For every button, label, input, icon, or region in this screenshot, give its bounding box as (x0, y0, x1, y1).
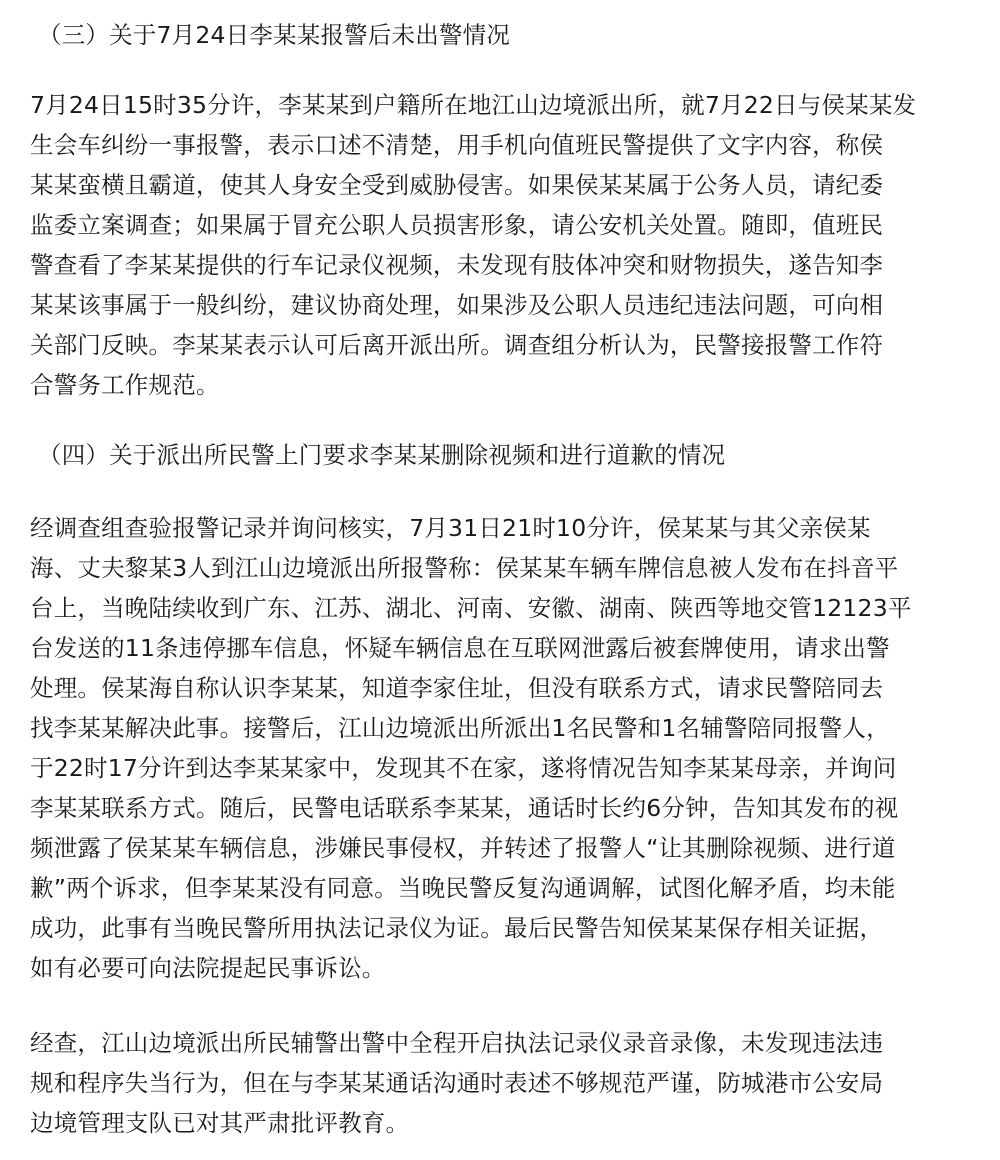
paragraph-line: 找李某某解决此事。接警后，江山边境派出所派出1名民警和1名辅警陪同报警人， (30, 714, 890, 742)
section-heading-3: （三）关于7月24日李某某报警后未出警情况 (38, 21, 511, 49)
paragraph-line: 经调查组查验报警记录并询问核实，7月31日21时10分许，侯某某与其父亲侯某 (30, 514, 871, 542)
paragraph-line: 合警务工作规范。 (30, 371, 220, 399)
paragraph-line: 规和程序失当行为，但在与李某某通话沟通时表述不够规范严谨，防城港市公安局 (30, 1069, 884, 1097)
paragraph-line: 警查看了李某某提供的行车记录仪视频，未发现有肢体冲突和财物损失，遂告知李 (30, 251, 884, 279)
paragraph-line: 李某某联系方式。随后，民警电话联系李某某，通话时长约6分钟，告知其发布的视 (30, 794, 899, 822)
paragraph-line: 频泄露了侯某某车辆信息，涉嫌民事侵权，并转述了报警人“让其删除视频、进行道 (30, 834, 896, 862)
paragraph-line: 7月24日15时35分许，李某某到户籍所在地江山边境派出所，就7月22日与侯某某发 (30, 91, 917, 119)
paragraph-line: 台发送的11条违停挪车信息，怀疑车辆信息在互联网泄露后被套牌使用，请求出警 (30, 634, 890, 662)
paragraph-line: 监委立案调查；如果属于冒充公职人员损害形象，请公安机关处置。随即，值班民 (30, 211, 884, 239)
section-heading-4: （四）关于派出所民警上门要求李某某删除视频和进行道歉的情况 (38, 441, 726, 469)
paragraph-line: 关部门反映。李某某表示认可后离开派出所。调查组分析认为，民警接报警工作符 (30, 331, 884, 359)
paragraph-line: 生会车纠纷一事报警，表示口述不清楚，用手机向值班民警提供了文字内容，称侯 (30, 131, 884, 159)
paragraph-line: 某某该事属于一般纠纷，建议协商处理，如果涉及公职人员违纪违法问题，可向相 (30, 291, 884, 319)
paragraph-line: 成功，此事有当晚民警所用执法记录仪为证。最后民警告知侯某某保存相关证据， (30, 914, 884, 942)
paragraph-line: 处理。侯某海自称认识李某某，知道李家住址，但没有联系方式，请求民警陪同去 (30, 674, 884, 702)
paragraph-line: 海、丈夫黎某3人到江山边境派出所报警称：侯某某车辆车牌信息被人发布在抖音平 (30, 554, 899, 582)
paragraph-line: 如有必要可向法院提起民事诉讼。 (30, 954, 386, 982)
paragraph-line: 边境管理支队已对其严肃批评教育。 (30, 1109, 410, 1137)
paragraph-line: 于22时17分许到达李某某家中，发现其不在家，遂将情况告知李某某母亲，并询问 (30, 754, 897, 782)
paragraph-line: 经查，江山边境派出所民辅警出警中全程开启执法记录仪录音录像，未发现违法违 (30, 1029, 884, 1057)
paragraph-line: 台上，当晚陆续收到广东、江苏、湖北、河南、安徽、湖南、陕西等地交管12123平 (30, 594, 912, 622)
paragraph-line: 某某蛮横且霸道，使其人身安全受到威胁侵害。如果侯某某属于公务人员，请纪委 (30, 171, 884, 199)
paragraph-line: 歉”两个诉求，但李某某没有同意。当晚民警反复沟通调解，试图化解矛盾，均未能 (30, 874, 896, 902)
